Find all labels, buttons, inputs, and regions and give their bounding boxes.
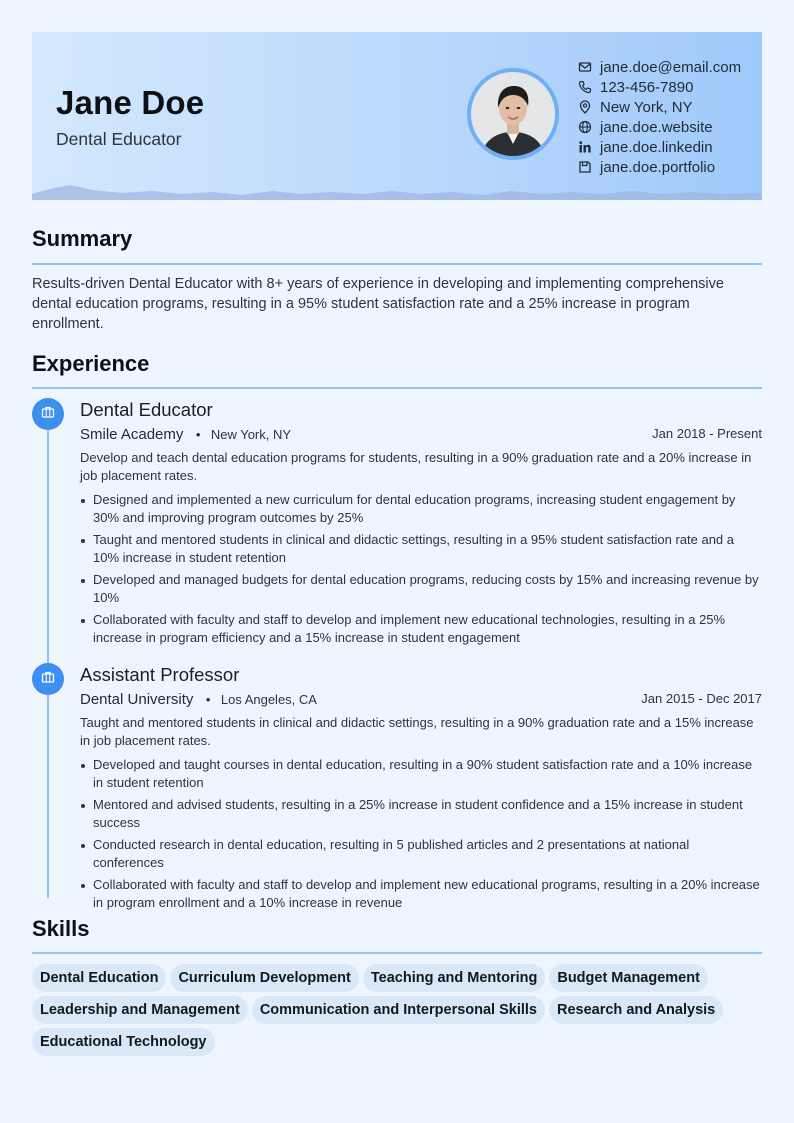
list-item: Collaborated with faculty and staff to develop and implement new educational technologies, resulting in a 25% increase in program efficiency and a 15% increase in student engagement — [80, 611, 762, 647]
job-role: Assistant Professor — [80, 664, 240, 685]
list-item: Taught and mentored students in clinical and didactic settings, resulting in a 95% student satisfaction rate and a 10% increase in student retention — [80, 531, 762, 567]
resume-header — [32, 32, 762, 200]
avatar — [467, 68, 559, 160]
list-item: Conducted research in dental education, resulting in 5 published articles and 2 presentations at national conferences — [80, 836, 762, 872]
experience-heading: Experience — [32, 351, 150, 376]
summary-heading: Summary — [32, 226, 133, 251]
skill-chip: Leadership and Management — [32, 996, 248, 1024]
mail-icon — [578, 60, 592, 74]
contact-linkedin-text: jane.doe.linkedin — [600, 138, 713, 156]
contact-email-text: jane.doe@email.com — [600, 58, 742, 76]
job-bullets — [80, 491, 762, 651]
list-item: Designed and implemented a new curriculum for dental education programs, increasing student engagement by 30% and improving program outcomes by 25% — [80, 491, 762, 527]
list-item: Mentored and advised students, resulting in a 25% increase in student confidence and a 15% increase in student success — [80, 796, 762, 832]
skill-chip: Curriculum Development — [170, 964, 358, 992]
contact-website-text: jane.doe.website — [600, 118, 713, 136]
briefcase-icon — [41, 670, 55, 689]
skill-chip: Communication and Interpersonal Skills — [252, 996, 545, 1024]
experience-timeline — [47, 414, 49, 898]
phone-icon — [578, 80, 592, 94]
job-dates: Jan 2018 - Present — [652, 426, 762, 441]
skill-chip: Educational Technology — [32, 1028, 215, 1056]
skill-chip: Research and Analysis — [549, 996, 723, 1024]
contact-linkedin[interactable] — [578, 137, 741, 157]
contact-email[interactable] — [578, 57, 741, 77]
job-description: Develop and teach dental education programs for students, resulting in a 90% graduation rate and a 20% increase in job placement rates. — [80, 450, 752, 483]
list-item: Developed and taught courses in dental education, resulting in a 90% student satisfaction rate and a 10% increase in student retention — [80, 756, 762, 792]
meta-separator: • — [195, 427, 201, 442]
job-company: Smile Academy — [80, 426, 184, 443]
timeline-dot — [32, 398, 64, 430]
skill-chip: Dental Education — [32, 964, 166, 992]
job-meta — [80, 426, 762, 446]
contact-list — [578, 57, 741, 177]
linkedin-icon — [578, 140, 592, 154]
location-pin-icon — [578, 100, 592, 114]
experience-divider — [32, 387, 762, 389]
summary-divider — [32, 263, 762, 265]
list-item: Developed and managed budgets for dental education programs, reducing costs by 15% and increasing revenue by 10% — [80, 571, 762, 607]
job-role: Dental Educator — [80, 399, 213, 420]
contact-website[interactable] — [578, 117, 741, 137]
portfolio-icon — [578, 160, 592, 174]
contact-portfolio[interactable] — [578, 157, 741, 177]
skills-heading: Skills — [32, 916, 90, 941]
globe-icon — [578, 120, 592, 134]
briefcase-icon — [41, 405, 55, 424]
header-wave-decoration — [32, 184, 762, 200]
contact-phone[interactable] — [578, 77, 741, 97]
skill-chip: Teaching and Mentoring — [363, 964, 545, 992]
job-location: Los Angeles, CA — [220, 692, 317, 707]
contact-location — [578, 97, 741, 117]
list-item: Collaborated with faculty and staff to develop and implement new educational programs, resulting in a 20% increase in program enrollment and a 10% increase in revenue — [80, 876, 762, 912]
job-dates: Jan 2015 - Dec 2017 — [641, 691, 762, 706]
candidate-title: Dental Educator — [56, 129, 182, 149]
job-company: Dental University — [80, 691, 194, 708]
skills-divider — [32, 952, 762, 954]
candidate-name: Jane Doe — [56, 84, 205, 121]
job-bullets — [80, 756, 762, 916]
timeline-dot — [32, 663, 64, 695]
job-meta — [80, 691, 762, 711]
summary-text: Results-driven Dental Educator with 8+ years of experience in developing and implementing comprehensive dental education programs, resulting in a 95% student satisfaction rate and a 25% increase in program enrollment. — [32, 276, 724, 332]
contact-phone-text: 123-456-7890 — [600, 78, 694, 96]
job-location: New York, NY — [210, 427, 292, 442]
job-description: Taught and mentored students in clinical and didactic settings, resulting in a 90% graduation rate and a 15% increase in job placement rates. — [80, 715, 754, 748]
meta-separator: • — [205, 692, 211, 707]
profile-photo — [471, 72, 555, 156]
skill-chip: Budget Management — [549, 964, 708, 992]
contact-portfolio-text: jane.doe.portfolio — [600, 158, 716, 176]
skills-list — [32, 964, 772, 1060]
contact-location-text: New York, NY — [600, 98, 693, 116]
